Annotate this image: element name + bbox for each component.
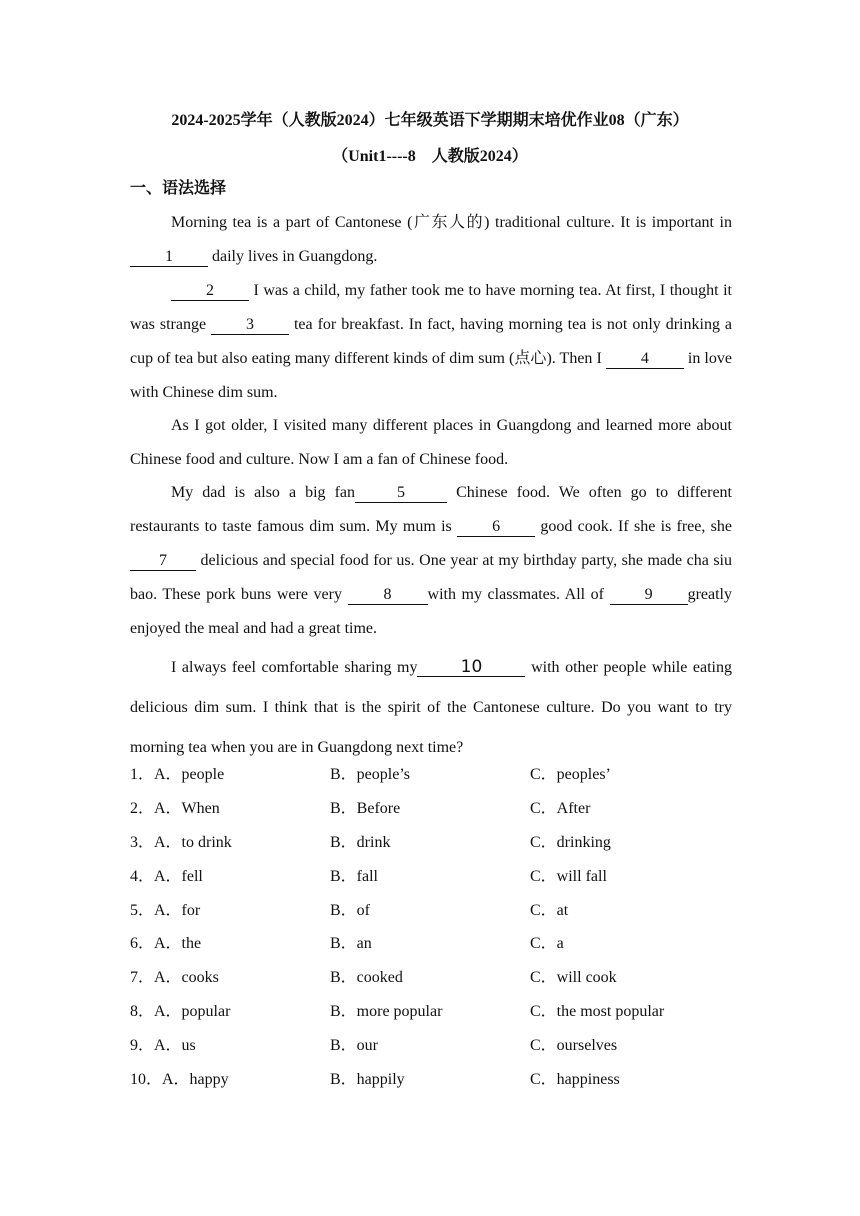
option-b: B．of bbox=[330, 902, 371, 919]
page-subtitle: （Unit1----8 人教版2024） bbox=[332, 148, 528, 165]
option-c: C．After bbox=[530, 800, 591, 817]
option-c: C．will fall bbox=[530, 868, 607, 885]
text-run: Morning tea is a part of Cantonese (广东人的) traditional culture. It is important in bbox=[171, 214, 732, 231]
passage-paragraph-1 bbox=[130, 206, 732, 274]
option-a: 4．A．fell bbox=[130, 868, 203, 885]
blank-2: 2 bbox=[171, 282, 249, 301]
text-run: Chinese food. We often go to different restaurants to taste famous dim sum. My mum is bbox=[130, 484, 733, 535]
option-b: B．cooked bbox=[330, 969, 403, 986]
option-a: 10．A．happy bbox=[130, 1071, 229, 1088]
option-row bbox=[130, 1029, 750, 1063]
text-run: delicious and special food for us. One year at my birthday party, she made cha siu bao. These pork buns were very bbox=[130, 552, 732, 603]
text-run: I was a child, my father took me to have morning tea. At first, I thought it was strange bbox=[130, 282, 732, 333]
option-a: 9．A．us bbox=[130, 1037, 196, 1054]
option-c: C．the most popular bbox=[530, 1003, 665, 1020]
blank-10: 10 bbox=[417, 658, 525, 677]
option-a: 1．A．people bbox=[130, 766, 225, 783]
section-title: 一、语法选择 bbox=[130, 180, 227, 197]
option-c: C．drinking bbox=[530, 834, 611, 851]
option-c: C．will cook bbox=[530, 969, 617, 986]
option-row bbox=[130, 826, 750, 860]
text-run: tea for breakfast. In fact, having morning tea is not only drinking a cup of tea but also eating many different kinds of dim sum (点心). Then I bbox=[130, 316, 732, 367]
blank-4: 4 bbox=[606, 350, 684, 369]
option-a: 5．A．for bbox=[130, 902, 201, 919]
passage-paragraph-5 bbox=[130, 648, 732, 768]
option-b: B．more popular bbox=[330, 1003, 443, 1020]
blank-1: 1 bbox=[130, 248, 208, 267]
passage-paragraph-3: As I got older, I visited many different places in Guangdong and learned more about Chinese food and culture. Now I am a fan of Chinese food. bbox=[130, 417, 732, 468]
option-b: B．Before bbox=[330, 800, 401, 817]
text-run: daily lives in Guangdong. bbox=[208, 248, 378, 265]
option-b: B．happily bbox=[330, 1071, 405, 1088]
option-c: C．a bbox=[530, 935, 564, 952]
blank-3: 3 bbox=[211, 316, 289, 335]
option-a: 7．A．cooks bbox=[130, 969, 219, 986]
option-b: B．people’s bbox=[330, 766, 410, 783]
text-run: My dad is also a big fan bbox=[171, 484, 356, 501]
option-a: 8．A．popular bbox=[130, 1003, 231, 1020]
blank-9: 9 bbox=[610, 586, 688, 605]
blank-8: 8 bbox=[348, 586, 428, 605]
passage-paragraph-2 bbox=[130, 274, 732, 410]
blank-7: 7 bbox=[130, 552, 196, 571]
option-row bbox=[130, 995, 750, 1029]
option-row bbox=[130, 758, 750, 792]
option-c: C．at bbox=[530, 902, 569, 919]
option-a: 2．A．When bbox=[130, 800, 220, 817]
option-a: 3．A．to drink bbox=[130, 834, 232, 851]
option-row bbox=[130, 961, 750, 995]
text-run: with my classmates. All of bbox=[427, 586, 610, 603]
text-run: good cook. If she is free, she bbox=[535, 518, 732, 535]
blank-6: 6 bbox=[457, 518, 535, 537]
option-row bbox=[130, 860, 750, 894]
option-row bbox=[130, 927, 750, 961]
option-row bbox=[130, 792, 750, 826]
option-b: B．an bbox=[330, 935, 372, 952]
option-row bbox=[130, 894, 750, 928]
passage-paragraph-4 bbox=[130, 476, 732, 646]
option-c: C．peoples’ bbox=[530, 766, 611, 783]
text-run: in love with Chinese dim sum. bbox=[130, 350, 732, 401]
blank-5: 5 bbox=[355, 484, 447, 503]
text-run: with other people while eating delicious dim sum. I think that is the spirit of the Cantonese culture. Do you want to try morning tea when you are in Guangdong next time? bbox=[130, 659, 733, 756]
option-c: C．happiness bbox=[530, 1071, 620, 1088]
option-b: B．drink bbox=[330, 834, 391, 851]
page-title: 2024-2025学年（人教版2024）七年级英语下学期期末培优作业08（广东） bbox=[171, 112, 689, 129]
option-c: C．ourselves bbox=[530, 1037, 618, 1054]
option-b: B．our bbox=[330, 1037, 379, 1054]
text-run: greatly enjoyed the meal and had a great time. bbox=[130, 586, 732, 637]
option-b: B．fall bbox=[330, 868, 378, 885]
option-a: 6．A．the bbox=[130, 935, 202, 952]
option-row bbox=[130, 1063, 750, 1097]
text-run: I always feel comfortable sharing my bbox=[171, 659, 418, 676]
